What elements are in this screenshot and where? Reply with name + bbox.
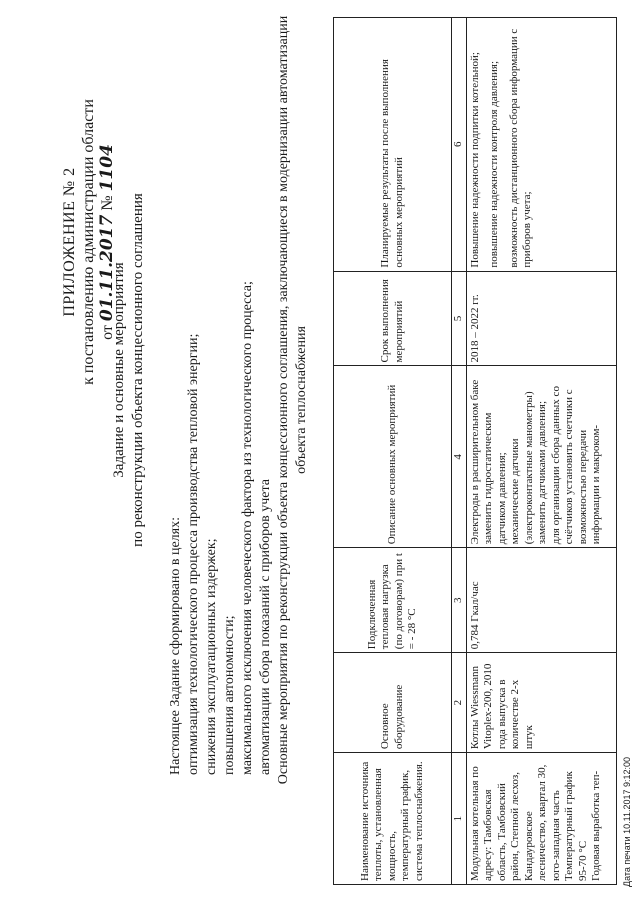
number-prefix: № [99, 195, 116, 211]
cell-text: Температурный график 95-70 °С [563, 771, 589, 881]
intro-item: снижения эксплуатационных издержек; [204, 538, 219, 775]
appendix-subtitle: к постановлению администрации области [80, 99, 97, 385]
print-date-footer: Дата печати 10.11.2017 9:12:00 [622, 756, 632, 887]
cell-text: Электроды в расширительном баке заменить гидростатическим датчиком давления; [468, 379, 508, 545]
intro-paragraph [167, 95, 275, 775]
table-row [466, 18, 616, 885]
header-cell-equipment: Основное оборудование [334, 653, 452, 753]
intro-item: повышения автономности; [222, 615, 237, 775]
header-cell-source: Наименование источника теплоты, установленная мощность, температурный график, система теплоснабжения. [334, 753, 452, 885]
cell-results [466, 18, 616, 272]
table-header-row [334, 18, 452, 885]
cell-source [466, 753, 616, 885]
intro-item: максимального исключения человеческого фактора из технологического процесса; [240, 281, 255, 775]
column-number: 1 [452, 753, 467, 885]
cell-text: повышение надежности контроля давления; [488, 60, 500, 268]
handwritten-date: 01.11.2017 [97, 214, 117, 322]
column-number: 5 [452, 271, 467, 366]
header-cell-load: Подключенная тепловая нагрузка (по договорам) при t = - 28 °С [334, 548, 452, 653]
column-number: 3 [452, 548, 467, 653]
cell-text: Годовая выработка теп- [590, 770, 602, 881]
date-prefix: от [99, 325, 116, 340]
appendix-header [60, 92, 117, 392]
cell-deadline: 2018 – 2022 гг. [466, 271, 616, 366]
header-cell-description: Описание основных мероприятий [334, 366, 452, 548]
cell-equipment: Котлы Wiessmann Vitoplex-200, 2010 года выпуска в количестве 2-х штук [466, 653, 616, 753]
header-cell-deadline: Срок выполнения мероприятий [334, 271, 452, 366]
table-number-row [452, 18, 467, 885]
cell-text: механические датчики (электроконтактные манометры) заменить датчиками давления; [509, 391, 548, 545]
cell-text: возможность дистанционного сбора информации с приборов учета; [507, 28, 533, 268]
cell-text: Повышение надежности подпитки котельной; [468, 52, 481, 268]
cell-text: Модульная котельная по адресу: Тамбовская область, Тамбовский район, Степной лесхоз, Кандауровское лесничество, квартал 30, юго-западная часть [468, 764, 562, 881]
intro-item: оптимизация технологического процесса производства тепловой энергии; [186, 333, 201, 775]
heading-line-1: Задание и основные мероприятия [111, 262, 127, 478]
column-number: 6 [452, 18, 467, 272]
heading-line-2: по реконструкции объекта концессионного соглашения [130, 193, 146, 547]
cell-description [466, 366, 616, 548]
measures-title: Основные мероприятия по реконструкции объекта концессионного соглашения, заключающиеся в модернизации автоматизации объекта теплоснабжения [276, 15, 309, 785]
intro-item: автоматизации сбора показаний с приборов учета [258, 478, 273, 775]
column-number: 4 [452, 366, 467, 548]
header-cell-results: Планируемые результаты после выполнения основных мероприятий [334, 18, 452, 272]
column-number: 2 [452, 653, 467, 753]
cell-load: 0,784 Гкал/час [466, 548, 616, 653]
measures-table [333, 17, 617, 885]
intro-lead: Настоящее Задание сформировано в целях: [168, 517, 183, 775]
cell-text: для организации сбора данных со счётчиков установить счетчики с возможностью передачи информации и макроком- [549, 386, 602, 545]
document-heading [110, 135, 148, 605]
handwritten-number: 1104 [97, 144, 117, 192]
appendix-title: ПРИЛОЖЕНИЕ № 2 [61, 167, 78, 317]
